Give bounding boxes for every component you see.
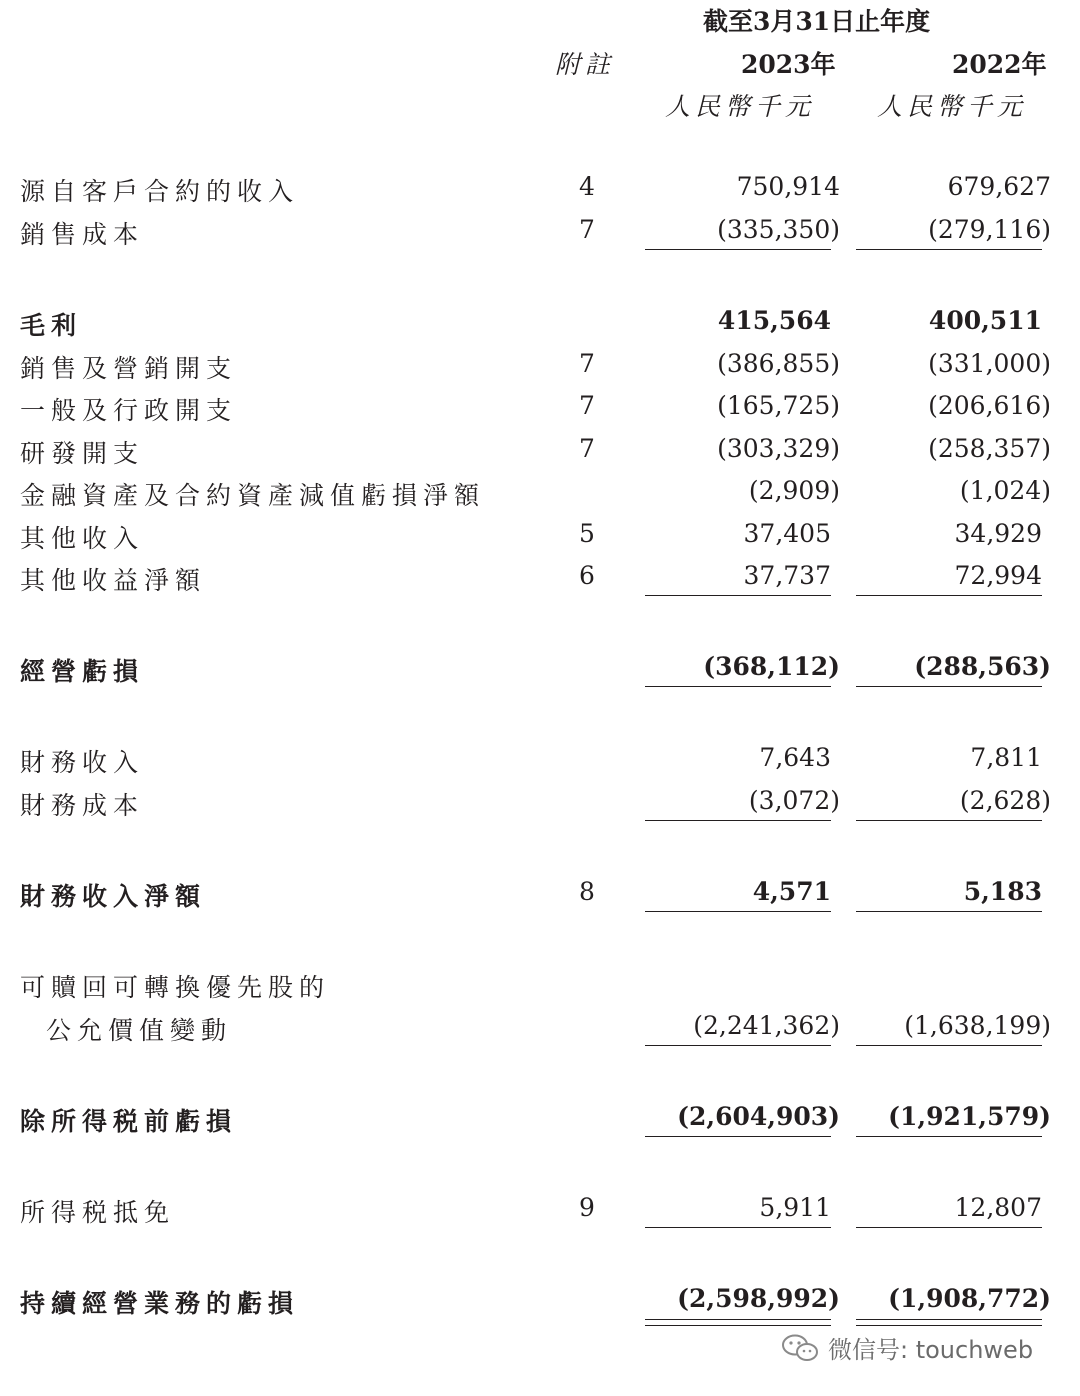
- row-2023-other-income: 37,405: [743, 519, 831, 548]
- subtotal-rule: [856, 1227, 1042, 1228]
- row-label-gross-profit: 毛利: [20, 311, 83, 340]
- row-2023-income-tax-credit: 5,911: [759, 1193, 831, 1222]
- row-2022-loss-continuing: (1,908,772): [888, 1284, 1051, 1313]
- subtotal-rule: [645, 686, 831, 687]
- row-label-revenue: 源自客戶合約的收入: [20, 177, 300, 206]
- row-label-impairment: 金融資產及合約資產減值虧損淨額: [20, 481, 486, 510]
- row-label-admin-expenses: 一般及行政開支: [20, 396, 238, 425]
- row-2023-rd-expenses: (303,329): [717, 434, 840, 463]
- row-note-income-tax-credit: 9: [579, 1193, 595, 1222]
- row-2022-selling-expenses: (331,000): [928, 349, 1051, 378]
- row-note-revenue: 4: [579, 172, 595, 201]
- row-2022-income-tax-credit: 12,807: [954, 1193, 1042, 1222]
- subtotal-rule: [856, 595, 1042, 596]
- row-label-net-finance-income: 財務收入淨額: [20, 882, 207, 911]
- row-note-cost-of-sales: 7: [579, 215, 595, 244]
- double-rule-top: [856, 1319, 1042, 1320]
- subtotal-rule: [645, 1227, 831, 1228]
- row-2023-finance-costs: (3,072): [748, 786, 840, 815]
- subtotal-rule: [856, 249, 1042, 250]
- row-2023-gross-profit: 415,564: [717, 306, 831, 335]
- row-label-other-gains: 其他收益淨額: [20, 566, 207, 595]
- row-2022-rd-expenses: (258,357): [928, 434, 1051, 463]
- row-2022-loss-before-tax: (1,921,579): [888, 1102, 1051, 1131]
- row-label-finance-costs: 財務成本: [20, 791, 145, 820]
- subtotal-rule: [856, 686, 1042, 687]
- row-2022-revenue: 679,627: [947, 172, 1051, 201]
- row-2022-impairment: (1,024): [959, 476, 1051, 505]
- row-note-other-income: 5: [579, 519, 595, 548]
- row-2022-finance-income: 7,811: [970, 743, 1042, 772]
- row-2022-other-income: 34,929: [954, 519, 1042, 548]
- row-2023-other-gains: 37,737: [743, 561, 831, 590]
- row-note-other-gains: 6: [579, 561, 595, 590]
- period-header: 截至3月31日止年度: [703, 7, 931, 36]
- row-label-finance-income: 財務收入: [20, 748, 145, 777]
- unit-2023-header: 人民幣千元: [665, 92, 816, 121]
- row-2022-other-gains: 72,994: [954, 561, 1042, 590]
- double-rule-top: [645, 1319, 831, 1320]
- unit-2022-header: 人民幣千元: [877, 92, 1028, 121]
- subtotal-rule: [856, 820, 1042, 821]
- double-rule-bottom: [856, 1325, 1042, 1326]
- row-label-loss-before-tax: 除所得税前虧損: [20, 1107, 238, 1136]
- row-note-selling-expenses: 7: [579, 349, 595, 378]
- row-2023-finance-income: 7,643: [759, 743, 831, 772]
- row-2022-net-finance-income: 5,183: [963, 877, 1042, 906]
- row-label-income-tax-credit: 所得税抵免: [20, 1198, 176, 1227]
- subtotal-rule: [645, 249, 831, 250]
- row-2022-gross-profit: 400,511: [928, 306, 1042, 335]
- row-2023-admin-expenses: (165,725): [717, 391, 840, 420]
- row-label-other-income: 其他收入: [20, 524, 145, 553]
- wechat-icon: [780, 1333, 820, 1363]
- row-2023-selling-expenses: (386,855): [717, 349, 840, 378]
- subtotal-rule: [645, 911, 831, 912]
- row-2022-cost-of-sales: (279,116): [928, 215, 1051, 244]
- subtotal-rule: [856, 911, 1042, 912]
- row-2023-loss-continuing: (2,598,992): [677, 1284, 840, 1313]
- subtotal-rule: [645, 1045, 831, 1046]
- row-2023-operating-loss: (368,112): [703, 652, 840, 681]
- row-2023-loss-before-tax: (2,604,903): [677, 1102, 840, 1131]
- subtotal-rule: [856, 1136, 1042, 1137]
- subtotal-rule: [856, 1045, 1042, 1046]
- subtotal-rule: [645, 820, 831, 821]
- row-label-cost-of-sales: 銷售成本: [20, 220, 145, 249]
- row-2022-operating-loss: (288,563): [914, 652, 1051, 681]
- double-rule-bottom: [645, 1325, 831, 1326]
- row-2023-cost-of-sales: (335,350): [717, 215, 840, 244]
- row-2022-admin-expenses: (206,616): [928, 391, 1051, 420]
- year-2022-header: 2022年: [952, 50, 1047, 79]
- row-note-rd-expenses: 7: [579, 434, 595, 463]
- subtotal-rule: [645, 595, 831, 596]
- row-label-fair-value-change: 公允價值變動: [46, 1016, 233, 1045]
- row-label-loss-continuing: 持續經營業務的虧損: [20, 1289, 300, 1318]
- watermark-text: 微信号: touchweb: [828, 1336, 1034, 1364]
- subtotal-rule: [645, 1136, 831, 1137]
- row-2022-finance-costs: (2,628): [959, 786, 1051, 815]
- watermark: [780, 1330, 1033, 1365]
- row-label-preferred-shares: 可贖回可轉換優先股的: [20, 973, 331, 1002]
- row-label-rd-expenses: 研發開支: [20, 439, 145, 468]
- row-2023-impairment: (2,909): [748, 476, 840, 505]
- row-note-admin-expenses: 7: [579, 391, 595, 420]
- row-note-net-finance-income: 8: [579, 877, 595, 906]
- note-column-header: 附註: [555, 50, 616, 79]
- row-label-selling-expenses: 銷售及營銷開支: [20, 354, 238, 383]
- row-2023-fair-value-change: (2,241,362): [693, 1011, 840, 1040]
- row-2023-revenue: 750,914: [736, 172, 840, 201]
- row-2022-fair-value-change: (1,638,199): [904, 1011, 1051, 1040]
- year-2023-header: 2023年: [741, 50, 836, 79]
- row-label-operating-loss: 經營虧損: [20, 657, 145, 686]
- row-2023-net-finance-income: 4,571: [752, 877, 831, 906]
